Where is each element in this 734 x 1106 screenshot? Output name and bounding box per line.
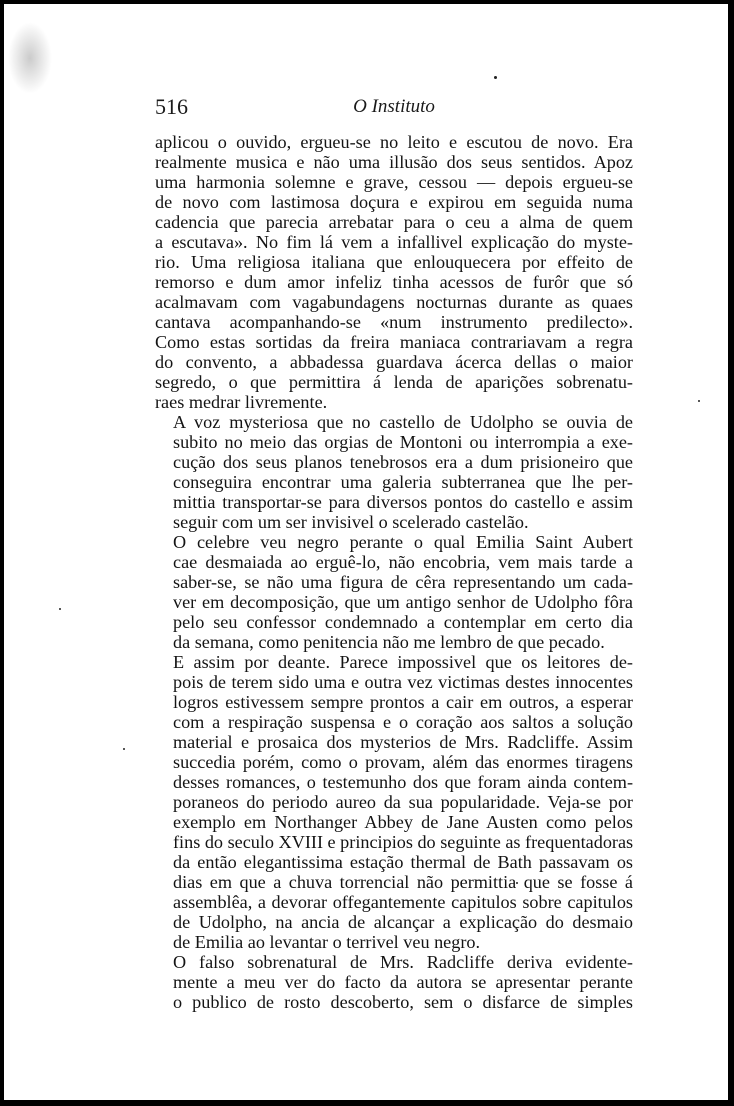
text-line: com a respiração suspensa e o coração aos saltos a solução xyxy=(173,712,633,732)
text-line: de Emilia ao levantar o terrivel veu negro. xyxy=(173,932,481,952)
text-line: logros estivessem sempre prontos a cair em outros, a esperar xyxy=(173,692,633,712)
text-line: subito no meio das orgias de Montoni ou interrompia a exe- xyxy=(173,432,633,452)
text-line: raes medrar livremente. xyxy=(155,392,328,412)
page-number: 516 xyxy=(155,94,188,119)
speck-2 xyxy=(698,400,700,402)
text-line: a escutava». No fim lá vem a infallivel explicação do myste- xyxy=(155,232,633,252)
text-line: segredo, o que permittira á lenda de aparições sobrenatu- xyxy=(155,372,633,392)
text-line: O celebre veu negro perante o qual Emilia Saint Aubert xyxy=(173,532,633,552)
text-line: desses romances, o testemunho dos que foram ainda contem- xyxy=(173,772,633,792)
text-line: Como estas sortidas da freira maniaca contrariavam a regra xyxy=(155,332,633,352)
paragraph xyxy=(155,652,633,952)
text-line: cantava acompanhando-se «num instrumento predilecto». xyxy=(155,312,633,332)
page-header xyxy=(155,94,633,124)
text-line: pois de terem sido uma e outra vez victimas destes innocentes xyxy=(173,672,633,692)
paragraph xyxy=(155,132,633,412)
text-line: mente a meu ver do facto da autora se apresentar perante xyxy=(173,972,633,992)
text-line: conseguira encontrar uma galeria subterranea que lhe per- xyxy=(173,472,633,492)
text-line: poraneos do periodo aureo da sua popularidade. Veja-se por xyxy=(173,792,633,812)
running-title: O Instituto xyxy=(353,96,435,117)
text-line: assemblêa, a devorar offegantemente capitulos sobre capitulos xyxy=(173,892,633,912)
text-line: cadencia que parecia arrebatar para o ceu a alma de quem xyxy=(155,212,633,232)
paragraph xyxy=(155,952,633,1012)
text-line: da então elegantissima estação thermal de Bath passavam os xyxy=(173,852,633,872)
paragraph xyxy=(155,412,633,532)
text-line: saber-se, se não uma figura de cêra representando um cada- xyxy=(173,572,633,592)
text-line: mittia transportar-se para diversos pontos do castello e assim xyxy=(173,492,633,512)
speck-4 xyxy=(123,748,125,750)
text-line: rio. Uma religiosa italiana que enlouquecera por effeito de xyxy=(155,252,633,272)
speck-3 xyxy=(59,608,61,610)
text-line: material e prosaica dos mysterios de Mrs. Radcliffe. Assim xyxy=(173,732,633,752)
text-line: do convento, a abbadessa guardava ácerca dellas o maior xyxy=(155,352,633,372)
text-line: de Udolpho, na ancia de alcançar a explicação do desmaio xyxy=(173,912,633,932)
text-line: A voz mysteriosa que no castello de Udolpho se ouvia de xyxy=(173,412,633,432)
text-line: de novo com lastimosa doçura e expirou em seguida numa xyxy=(155,192,633,212)
text-line: aplicou o ouvido, ergueu-se no leito e escutou de novo. Era xyxy=(155,132,633,152)
page-sheet xyxy=(4,4,728,1100)
paragraph xyxy=(155,532,633,652)
text-line: exemplo em Northanger Abbey de Jane Austen como pelos xyxy=(173,812,633,832)
text-line: realmente musica e não uma illusão dos seus sentidos. Apoz xyxy=(155,152,633,172)
speck-1 xyxy=(494,76,497,79)
text-line: succedia porém, como o provam, além das enormes tiragens xyxy=(173,752,633,772)
text-line: fins do seculo XVIII e principios do seguinte as frequentadoras xyxy=(173,832,634,852)
text-line: cução dos seus planos tenebrosos era a dum prisioneiro que xyxy=(173,452,633,472)
text-line: O falso sobrenatural de Mrs. Radcliffe deriva evidente- xyxy=(173,952,633,972)
body-text xyxy=(155,132,633,1012)
text-line: dias em que a chuva torrencial não permittia que se fosse á xyxy=(173,872,633,892)
text-line: pelo seu confessor condemnado a contemplar em certo dia xyxy=(173,612,633,632)
text-line: remorso e dum amor infeliz tinha acessos de furôr que só xyxy=(155,272,633,292)
text-line: da semana, como penitencia não me lembro de que pecado. xyxy=(173,632,605,652)
text-line: cae desmaiada ao erguê-lo, não encobria, vem mais tarde a xyxy=(173,552,633,572)
scan-smudge xyxy=(8,22,52,94)
text-line: uma harmonia solemne e grave, cessou — depois ergueu-se xyxy=(155,172,633,192)
text-line: seguir com um ser invisivel o scelerado castelão. xyxy=(173,512,529,532)
text-line: o publico de rosto descoberto, sem o disfarce de simples xyxy=(173,992,633,1012)
text-line: E assim por deante. Parece impossivel que os leitores de- xyxy=(173,652,633,672)
text-line: acalmavam com vagabundagens nocturnas durante as quaes xyxy=(155,292,633,312)
text-line: ver em decomposição, que um antigo senhor de Udolpho fôra xyxy=(173,592,633,612)
